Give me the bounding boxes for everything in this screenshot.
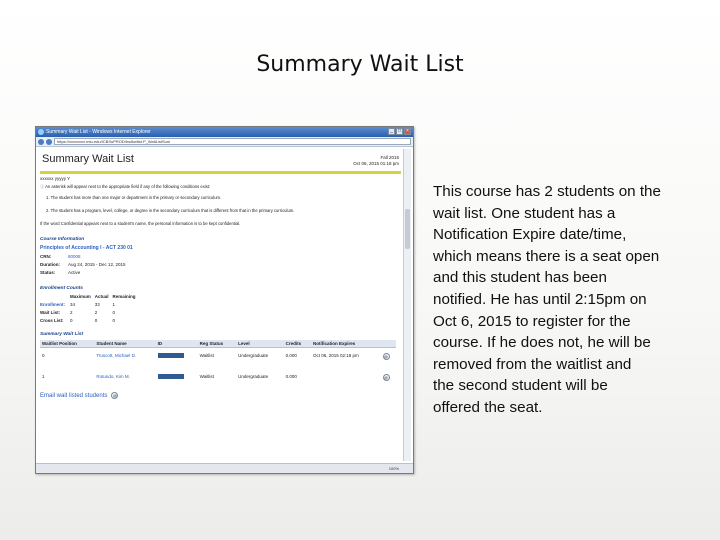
close-icon[interactable]: × <box>404 128 411 135</box>
info-row-status <box>40 270 401 275</box>
term-info <box>353 155 399 167</box>
table-cell: 0.000 <box>285 374 297 379</box>
table-cell: Undergraduate <box>238 353 269 358</box>
table-cell: Waitlist <box>199 353 214 358</box>
browser-screenshot <box>35 126 414 474</box>
table-cell: Cross List: <box>40 318 64 323</box>
email-student-icon[interactable]: @ <box>384 354 389 359</box>
browser-titlebar <box>36 127 413 137</box>
condition-2: 2. The student has a program, level, college, or degree in the secondary curriculum that is different from that in the primary curriculum. <box>46 208 295 213</box>
table-cell <box>311 369 381 390</box>
status-value: Active <box>68 270 81 275</box>
page-content <box>40 149 401 465</box>
student-name-link[interactable]: Truscott, Michael D. <box>96 353 137 358</box>
table-cell: 2 <box>70 310 73 315</box>
header-rule <box>40 171 401 174</box>
waitlist-header: ID <box>156 340 198 348</box>
waitlist-header: Credits <box>284 340 311 348</box>
zoom-level[interactable]: 100% <box>388 466 399 471</box>
table-cell: 0 <box>42 353 45 358</box>
description-line: which means there is a seat open <box>433 247 660 265</box>
user-name: xxxxxx yyyyy Y <box>40 176 71 181</box>
email-row <box>40 392 401 399</box>
slide-description <box>433 181 693 419</box>
url-field[interactable]: https://xxxxxxxx.mtu.edu/ICBSuPROD/bwlkwtlst.P_WaitListSum <box>54 138 411 145</box>
table-row <box>40 348 396 370</box>
description-line: removed from the waitlist and <box>433 355 632 373</box>
maximize-icon[interactable]: □ <box>397 128 402 134</box>
crn-label: CRN: <box>40 254 52 259</box>
email-icon[interactable]: @ <box>112 393 117 398</box>
table-cell: 33 <box>94 302 100 307</box>
waitlist-header: Student Name <box>94 340 155 348</box>
status-bar <box>36 463 413 473</box>
table-cell: Oct 06, 2015 02:18 pm <box>312 353 359 358</box>
info-row-duration <box>40 262 401 267</box>
description-line: offered the seat. <box>433 398 543 416</box>
forward-arrow-icon[interactable] <box>46 139 52 145</box>
enrollment-table <box>40 294 140 324</box>
table-cell: Wait List: <box>40 310 61 315</box>
table-cell: 0 <box>112 310 116 315</box>
asterisk-note <box>40 184 401 190</box>
table-row <box>40 316 140 324</box>
table-cell: Undergraduate <box>238 374 269 379</box>
student-id-redacted <box>156 348 198 370</box>
course-name-link[interactable]: Principles of Accounting I - ACT 230 01 <box>40 245 133 251</box>
scroll-thumb[interactable] <box>405 209 410 249</box>
waitlist-header: Notification Expires <box>311 340 381 348</box>
table-cell: 2 <box>94 310 98 315</box>
enrollment-title: Enrollment Counts <box>40 286 83 291</box>
waitlist-table <box>40 340 396 390</box>
description-line: Oct 6, 2015 to register for the <box>433 312 631 330</box>
condition-1: 1. The student has more than one major or department in the primary or secondary curriculum. <box>46 195 222 200</box>
waitlist-header: Level <box>236 340 284 348</box>
back-arrow-icon[interactable] <box>38 139 44 145</box>
waitlist-title: Summary Wait List <box>40 332 84 337</box>
enroll-header-actual: Actual <box>94 294 109 299</box>
description-line: wait list. One student has a <box>433 204 616 222</box>
table-cell: Waitlist <box>199 374 214 379</box>
waitlist-header: Waitlist Position <box>40 340 94 348</box>
student-id-redacted <box>156 369 198 390</box>
table-cell: 0.000 <box>285 353 297 358</box>
info-icon: ⓘ <box>40 184 45 189</box>
address-bar <box>36 137 413 147</box>
table-row <box>40 300 140 308</box>
description-line: This course has 2 students on the <box>433 183 661 200</box>
confidential-note: If the word Confidential appears next to a student's name, the personal information is to be kept confidential. <box>40 221 241 226</box>
asterisk-note-text: An asterisk will appear next to the appropriate field if any of the following conditions exist: <box>45 184 211 189</box>
window-title: Summary Wait List - Windows Internet Explorer <box>46 129 151 135</box>
waitlist-header-action <box>381 340 396 348</box>
enroll-header-max: Maximum <box>70 294 91 299</box>
description-line: course. If he does not, he will be <box>433 334 651 352</box>
course-info-title: Course Information <box>40 237 85 242</box>
slide-title: Summary Wait List <box>256 52 464 77</box>
table-cell: 0 <box>94 318 98 323</box>
description-line: Notification Expire date/time, <box>433 226 627 244</box>
duration-label: Duration: <box>40 262 60 267</box>
table-row <box>40 369 396 390</box>
email-waitlist-link[interactable]: Email wait listed students <box>40 392 108 399</box>
description-line: the second student will be <box>433 377 608 395</box>
term-label: Fall 2015 <box>380 155 399 160</box>
table-row <box>40 308 140 316</box>
enrollment-link[interactable]: Enrollment: <box>40 302 66 307</box>
row-action <box>381 348 396 370</box>
table-cell: 34 <box>70 302 76 307</box>
table-cell: 0 <box>112 318 116 323</box>
table-cell: 1 <box>112 302 116 307</box>
page-heading: Summary Wait List <box>42 153 134 165</box>
waitlist-header: Reg Status <box>198 340 236 348</box>
scrollbar[interactable] <box>403 149 411 461</box>
info-row-crn <box>40 254 401 259</box>
crn-link[interactable]: 80008 <box>68 254 81 259</box>
row-action <box>381 369 396 390</box>
duration-value: Aug 24, 2015 - Dec 12, 2015 <box>68 262 126 267</box>
browser-logo-icon <box>38 129 44 135</box>
status-label: Status: <box>40 270 56 275</box>
student-name-link[interactable]: Rotundo, Kim M. <box>96 374 130 379</box>
description-line: and this student has been <box>433 269 607 287</box>
table-cell: 0 <box>70 318 73 323</box>
description-line: notified. He has until 2:15pm on <box>433 290 647 308</box>
table-cell: 1 <box>42 374 45 379</box>
email-student-icon[interactable]: @ <box>384 375 389 380</box>
enroll-header-remaining: Remaining <box>112 294 136 299</box>
timestamp: Oct 06, 2015 01:18 pm <box>353 161 399 166</box>
minimize-icon[interactable]: _ <box>388 128 395 135</box>
